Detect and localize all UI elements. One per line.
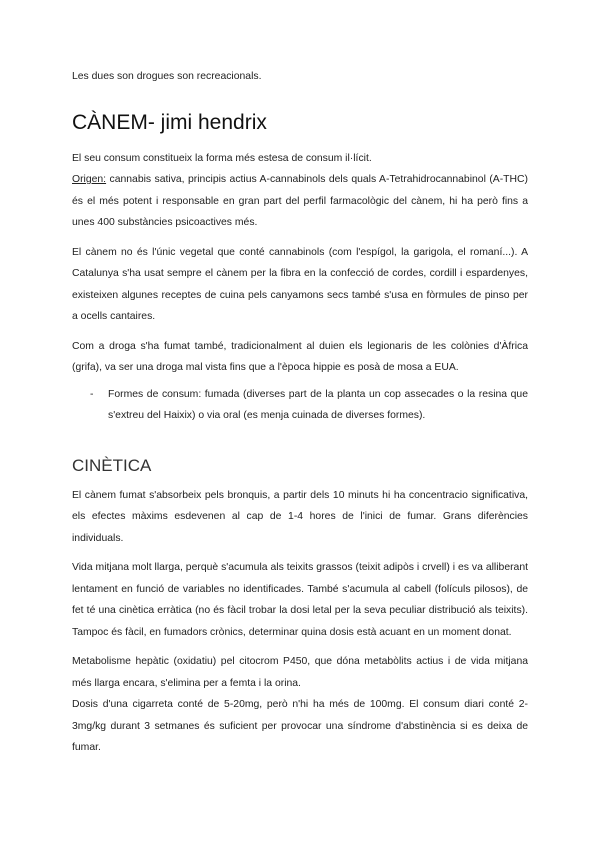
origen-label: Origen:	[72, 174, 107, 185]
consum-bullet	[72, 384, 528, 427]
canem-paragraph-2: El cànem no és l'únic vegetal que conté cannabinols (com l'espígol, la garigola, el romaní...). A Catalunya s'ha usat sempre el cànem per la fibra en la confecció de cordes, cordill i espardenyes, existeixen algunes receptes de cuina pels canyamons secs també s'usa en fòrmules de pinso per a ocells cantaires.	[72, 246, 528, 322]
consum-bullet-text: Formes de consum: fumada (diverses part de la planta un cop assecades o la resina que s'extreu del Haixix) o via oral (es menja cuinada de diverses formes).	[108, 388, 528, 421]
cinetica-paragraph-3: Metabolisme hepàtic (oxidatiu) pel citocrom P450, que dóna metabòlits actius i de vida mitjana més llarga encara, s'elimina per a femta i la orina.	[72, 656, 528, 689]
bullet-dash: -	[90, 388, 94, 400]
cinetica-paragraph-2: Vida mitjana molt llarga, perquè s'acumula als teixits grassos (teixit adipòs i crvell) i es va alliberant lentament en funció de variables no identificades. També s'acumula al cabell (folículs pilosos), de fet té una cinètica erràtica (no és fàcil trobar la dosi letal per la seva peculiar distribució als teixits). Tampoc és fàcil, en fumadors crònics, determinar quina dosis està acuant en un moment donat.	[72, 562, 528, 638]
intro-paragraph: Les dues son drogues son recreacionals.	[72, 71, 262, 82]
cinetica-paragraph-4: Dosis d'una cigarreta conté de 5-20mg, però n'hi ha més de 100mg. El consum diari conté 2-3mg/kg durant 3 setmanes és suficient per provocar una síndrome d'abstinència si es deixa de fumar.	[72, 699, 528, 753]
cinetica-paragraph-1: El cànem fumat s'absorbeix pels bronquis, a partir dels 10 minuts hi ha concentracio significativa, els efectes màxims esdevenen al cap de 1-4 hores de l'inici de fumar. Grans diferències individuals.	[72, 489, 528, 544]
canem-paragraph-3: Com a droga s'ha fumat també, tradicionalment al duien els legionaris de les colònies d'Àfrica (grifa), va ser una droga mal vista fins que a l'època hippie es posà de mosa a EUA.	[72, 340, 528, 373]
canem-paragraph-1: El seu consum constitueix la forma més estesa de consum il·lícit.	[72, 152, 372, 164]
document-page	[72, 66, 528, 759]
cinetica-heading: CINÈTICA	[72, 455, 152, 475]
origen-text: cannabis sativa, principis actius A-cannabinols dels quals A-Tetrahidrocannabinol (A-THC) és el més potent i responsable en gran part del perfil farmacològic del cànem, hi ha però fins a unes 400 substàncies psicoactives més.	[72, 174, 528, 228]
origen-paragraph	[72, 169, 528, 234]
canem-heading: CÀNEM- jimi hendrix	[72, 110, 267, 134]
